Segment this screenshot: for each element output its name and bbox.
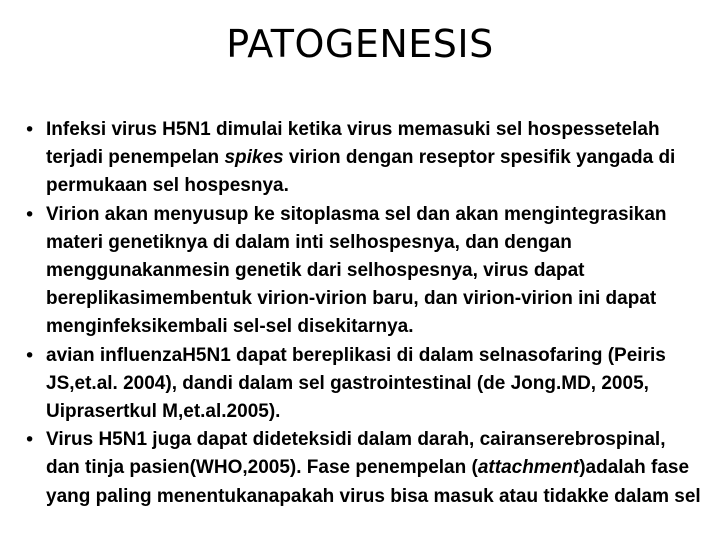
bullet-item-1 — [24, 116, 704, 201]
bullet-item-4 — [24, 426, 704, 511]
bullet-text-1b: virion dengan reseptor spesifik yangada di permukaan sel hospesnya. — [46, 147, 676, 197]
bullet-text-4b: )adalah fase yang paling menentukanapakah virus bisa masuk atau tidakke dalam sel — [46, 457, 701, 507]
bullet-text-4a: Virus H5N1 juga dapat dideteksidi dalam darah, cairanserebrospinal, dan tinja pasien(WHO,2005). Fase penempelan ( — [46, 429, 666, 479]
bullet-icon: • — [24, 429, 36, 452]
bullet-list — [24, 116, 704, 511]
bullet-text-1-italic: spikes — [224, 147, 284, 169]
bullet-icon: • — [24, 203, 36, 226]
bullet-icon: • — [24, 119, 36, 141]
bullet-item-2 — [24, 201, 704, 342]
slide-title: PATOGENESIS — [226, 22, 494, 66]
bullet-item-3 — [24, 342, 704, 427]
bullet-text-2: Virion akan menyusup ke sitoplasma sel dan akan mengintegrasikan materi genetiknya di dalam inti selhospesnya, dan dengan menggunakanmesin genetik dari selhospesnya, virus dapat bereplikasimembentuk virion-virion baru, dan virion-virion ini dapat menginfeksikembali sel-sel disekitarnya. — [46, 203, 667, 338]
bullet-icon: • — [24, 344, 36, 367]
bullet-text-1a: Infeksi virus H5N1 dimulai ketika virus memasuki sel hospessetelah terjadi penempelan — [46, 119, 660, 169]
bullet-text-4-italic: attachment — [477, 457, 580, 479]
bullet-text-3: avian influenzaH5N1 dapat bereplikasi di dalam selnasofaring (Peiris JS,et.al. 2004), dandi dalam sel gastrointestinal (de Jong.MD, 2005, Uiprasertkul M,et.al.2005). — [46, 344, 666, 423]
